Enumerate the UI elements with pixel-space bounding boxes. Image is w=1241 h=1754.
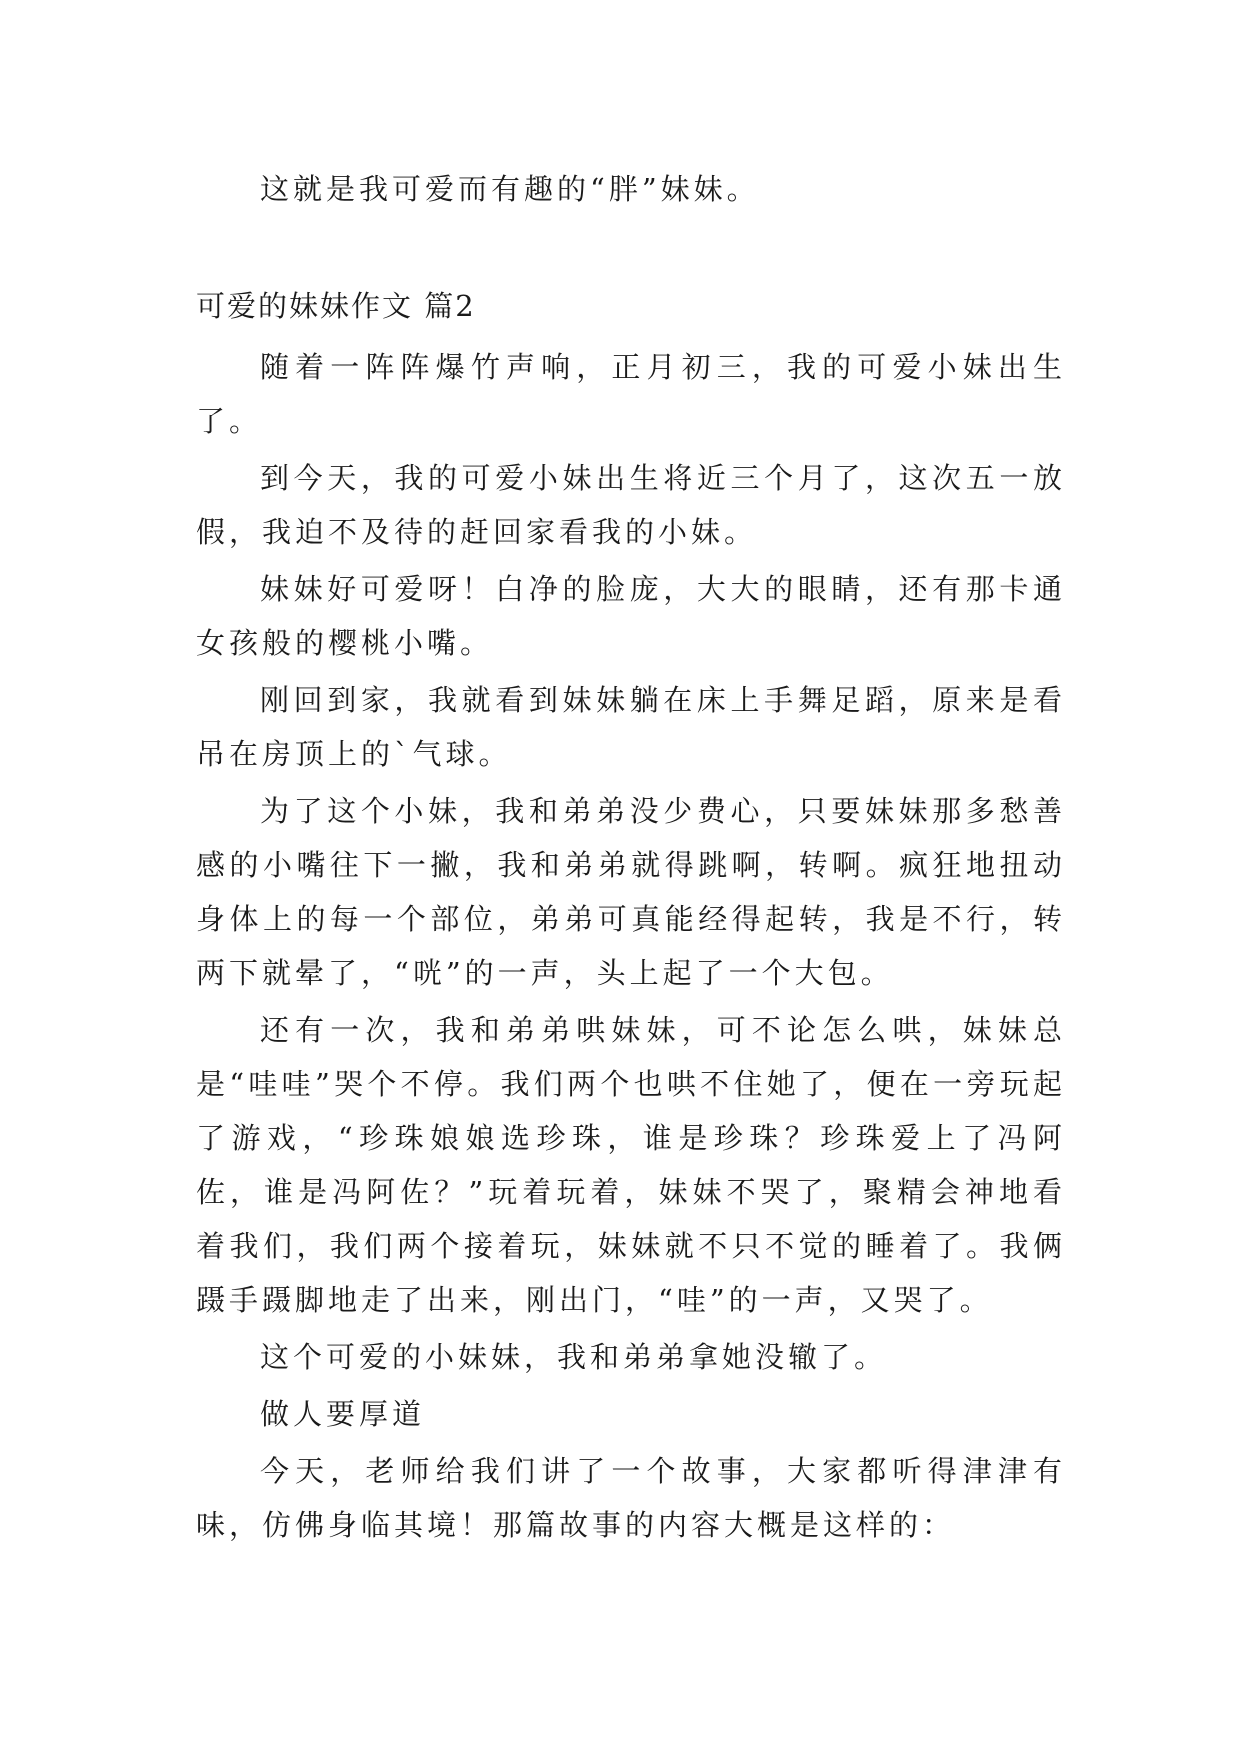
paragraph-3: 妹妹好可爱呀！白净的脸庞，大大的眼睛，还有那卡通女孩般的樱桃小嘴。	[196, 572, 1066, 660]
paragraph-6: 还有一次，我和弟弟哄妹妹，可不论怎么哄，妹妹总是“哇哇”哭个不停。我们两个也哄不住她了，便在一旁玩起了游戏，“珍珠娘娘选珍珠，谁是珍珠？珍珠爱上了冯阿佐，谁是冯阿佐？”玩着玩着，妹妹不哭了，聚精会神地看着我们，我们两个接着玩，妹妹就不只不觉的睡着了。我俩蹑手蹑脚地走了出来，刚出门，“哇”的一声，又哭了。	[196, 1013, 1066, 1317]
section-heading: 可爱的妹妹作文 篇2	[196, 289, 476, 323]
closing-paragraph: 这就是我可爱而有趣的“胖”妹妹。	[260, 172, 760, 206]
paragraph-1: 随着一阵阵爆竹声响，正月初三，我的可爱小妹出生了。	[196, 350, 1066, 438]
paragraph-9: 今天，老师给我们讲了一个故事，大家都听得津津有味，仿佛身临其境！那篇故事的内容大概是这样的：	[196, 1454, 1066, 1542]
essay-body	[196, 340, 1066, 1552]
paragraph-7: 这个可爱的小妹妹，我和弟弟拿她没辙了。	[260, 1340, 888, 1374]
paragraph-4: 刚回到家，我就看到妹妹躺在床上手舞足蹈，原来是看吊在房顶上的`气球。	[196, 683, 1066, 771]
essay-heading-block	[196, 279, 1066, 333]
previous-essay-ending	[196, 162, 1066, 216]
paragraph-2: 到今天，我的可爱小妹出生将近三个月了，这次五一放假，我迫不及待的赶回家看我的小妹。	[196, 461, 1066, 549]
subtitle-paragraph: 做人要厚道	[260, 1397, 426, 1431]
paragraph-5: 为了这个小妹，我和弟弟没少费心，只要妹妹那多愁善感的小嘴往下一撇，我和弟弟就得跳啊，转啊。疯狂地扭动身体上的每一个部位，弟弟可真能经得起转，我是不行，转两下就晕了，“咣”的一声，头上起了一个大包。	[196, 794, 1066, 990]
